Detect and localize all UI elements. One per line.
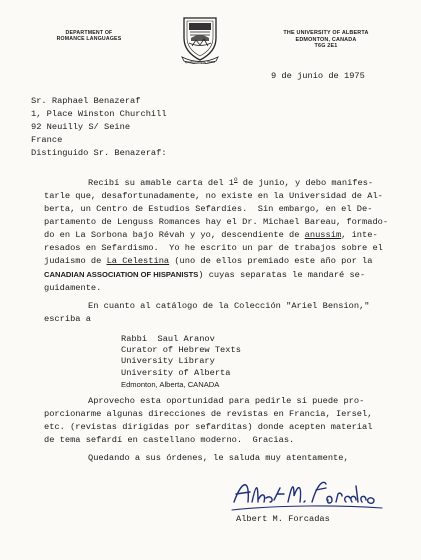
university-city: EDMONTON, CANADA [295, 36, 357, 43]
text-run: (uno de ellos premiado este año por la [169, 256, 373, 266]
library-address [121, 334, 241, 390]
recipient-name: Sr. Raphael Benazeraf [31, 96, 141, 106]
text-run: do en La Sorbona bajo Révah y yo, descendiente de [44, 230, 305, 240]
text-run: ) cuyas separatas le mandaré se- [198, 270, 366, 280]
address-line: Edmonton, Alberta, CANADA [121, 379, 220, 389]
text-run: judaismo de [44, 256, 107, 266]
paragraph-line: tarle que, desafortunadamente, no existe en la Universidad de Al- [44, 191, 383, 201]
handwritten-signature [228, 472, 388, 516]
typed-signature: Albert M. Forcadas [236, 514, 330, 524]
paragraph-line: En cuanto al catálogo de la Colección "Ariel Bension," [88, 301, 370, 311]
salutation: Distinguido Sr. Benazeraf: [31, 148, 167, 158]
university-heading [262, 30, 390, 50]
paragraph-line: guidamente. [44, 283, 102, 293]
paragraph-2 [44, 300, 370, 326]
address-line: University of Alberta [121, 367, 231, 378]
recipient-country: France [31, 135, 63, 145]
closing-line: Quedando a sus órdenes, le saluda muy atentamente, [88, 453, 349, 463]
recipient-address [31, 95, 167, 147]
paragraph-line: escriba a [44, 314, 91, 324]
paragraph-line: partamento de Lenguss Romances hay el Dr. Michael Bareau, formado- [44, 217, 389, 227]
text-run: , inte- [341, 230, 378, 240]
paragraph-line [44, 255, 388, 268]
recipient-street: 1, Place Winston Churchill [31, 109, 167, 119]
address-line: Rabbi Saul Aranov [121, 334, 215, 344]
underlined-title: La Celestina [106, 256, 170, 266]
paragraph-line: resados en Sefardismo. Yo he escrito un par de trabajos sobre el [44, 243, 383, 253]
address-line: Curator of Hebrew Texts [121, 345, 241, 356]
letter-date: 9 de junio de 1975 [271, 71, 365, 81]
paragraph-line: berta, un Centro de Estudios Sefardíes. Sin embargo, en el De- [44, 204, 373, 214]
paragraph-line [44, 268, 388, 282]
text-run: Recibí su amable carta del 1 [88, 178, 234, 188]
department-name: ROMANCE LANGUAGES [56, 36, 122, 43]
paragraph-line [44, 173, 388, 190]
paragraph-line [44, 229, 388, 242]
association-name: CANADIAN ASSOCIATION OF HISPANISTS [44, 270, 199, 279]
address-line: University Library [121, 356, 215, 367]
paragraph-1 [44, 173, 388, 295]
crest-motto: QUAECUMQUE VERA [184, 60, 216, 64]
paragraph-3 [44, 395, 372, 447]
department-line: DEPARTMENT OF [65, 30, 113, 36]
department-heading [34, 30, 144, 43]
text-run: de junio, y debo manifes- [237, 178, 374, 188]
recipient-city: 92 Neuilly S/ Seine [31, 122, 131, 132]
paragraph-line: porcionarme algunas direcciones de revistas en Francia, Iersel, [44, 409, 373, 419]
paragraph-line: Aprovecho esta oportunidad para pedirle si puede pro- [88, 396, 365, 406]
underlined-term: anussim [304, 230, 342, 240]
paragraph-line: etc. (revistas dirigidas por sefarditas) donde acepten material [44, 422, 373, 432]
university-postal-code: T6G 2E1 [314, 43, 338, 50]
university-name: THE UNIVERSITY OF ALBERTA [283, 30, 369, 36]
superscript-o: o [233, 176, 238, 183]
paragraph-line: de tema sefardí en castellano moderno. Gracias. [44, 435, 295, 445]
university-crest-icon [178, 14, 222, 64]
